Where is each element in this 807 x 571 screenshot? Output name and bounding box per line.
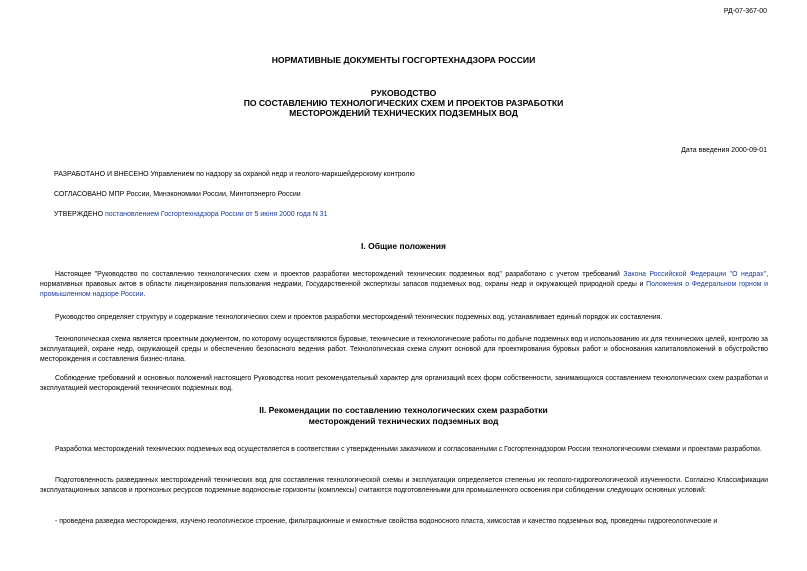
approved-line: [54, 211, 327, 218]
document-title-line: РУКОВОДСТВО: [370, 88, 437, 98]
series-title: НОРМАТИВНЫЕ ДОКУМЕНТЫ ГОСГОРТЕХНАДЗОРА РОССИИ: [271, 55, 536, 65]
paragraph-compliance: Соблюдение требований и основных положений настоящего Руководства носит рекомендательный характер для организаций всех форм собственности, занимающихся составлением технологических схем разработки и эксплуатацией месторождений технических подземных вод.: [40, 375, 768, 392]
paragraph-scope: Руководство определяет структуру и содержание технологических схем и проектов разработки месторождений технических подземных вод, устанавливает единый порядок их составления.: [55, 314, 663, 321]
paragraph-readiness: Подготовленность разведанных месторождений технических вод для составления технологической схемы и эксплуатации определяется степенью их геолого-гидрогеологической изученности. Согласно Классификации эксплуатационных запасов и прогнозных ресурсов подземные водоносные горизонты (комплексы) считаются подготовленными для промышленного освоения при соблюдении следующих основных условий:: [40, 477, 768, 494]
regulation-link[interactable]: Положения о Федеральном горном и промышленном надзоре России: [40, 281, 768, 298]
developed-line: РАЗРАБОТАНО И ВНЕСЕНО Управлением по надзору за охраной недр и геолого-маркшейдерскому контролю: [54, 171, 415, 178]
document-title-line: ПО СОСТАВЛЕНИЮ ТЕХНОЛОГИЧЕСКИХ СХЕМ И ПРОЕКТОВ РАЗРАБОТКИ: [243, 98, 564, 108]
section-1-heading: I. Общие положения: [361, 241, 446, 251]
approved-prefix: УТВЕРЖДЕНО: [54, 211, 105, 218]
section-2-heading-line: месторождений технических подземных вод: [308, 416, 499, 426]
approval-decree-link[interactable]: постановлением Госгортехнадзора России от 5 июня 2000 года N 31: [104, 211, 328, 218]
paragraph-text: Настоящее "Руководство по составлению технологических схем и проектов разработки месторождений технических подземных вод" разработано с учетом требований: [55, 271, 624, 278]
paragraph-development: Разработка месторождений технических подземных вод осуществляется в соответствии с утвержденными заказчиком и согласованными с Госгортехнадзором России технологическими схемами и проектами разработки.: [55, 446, 762, 453]
paragraph-condition-item: - проведена разведка месторождения, изучено геологическое строение, фильтрационные и емкостные свойства водоносного пласта, химсостав и качество подземных вод, проведены гидрогеологические и: [55, 518, 718, 525]
paragraph-tech-scheme: Технологическая схема является проектным документом, по которому осуществляются буровые, технические и технологические работы по добыче подземных вод и использованию их для технических целей, контролю за эксплуатацией, охране недр, окружающей среды и обеспечению безопасного ведения работ. Технологическая схема служит основой для проектирования буровых работ и обоснования капиталовложений в обустройство месторождения и составления бизнес-плана.: [40, 336, 768, 363]
effective-date: Дата введения 2000-09-01: [681, 147, 767, 154]
paragraph-text: , нормативных правовых актов в области лицензирования пользования недрами, Государственной экспертизы запасов подземных вод, охраны недр и окружающей природной среды и: [40, 271, 768, 288]
paragraph-intro: [40, 270, 768, 300]
section-2-heading: [0, 405, 807, 427]
agreed-line: СОГЛАСОВАНО МПР России, Минэкономики России, Минтопэнерго России: [54, 191, 301, 198]
document-title-line: МЕСТОРОЖДЕНИЙ ТЕХНИЧЕСКИХ ПОДЗЕМНЫХ ВОД: [289, 108, 518, 118]
paragraph-text: .: [143, 291, 146, 298]
document-code: РД-07-367-00: [723, 8, 767, 15]
law-on-subsoil-link[interactable]: Закона Российской Федерации "О недрах": [623, 271, 767, 278]
document-title: [0, 88, 807, 118]
section-2-heading-line: II. Рекомендации по составлению технологических схем разработки: [259, 405, 548, 415]
